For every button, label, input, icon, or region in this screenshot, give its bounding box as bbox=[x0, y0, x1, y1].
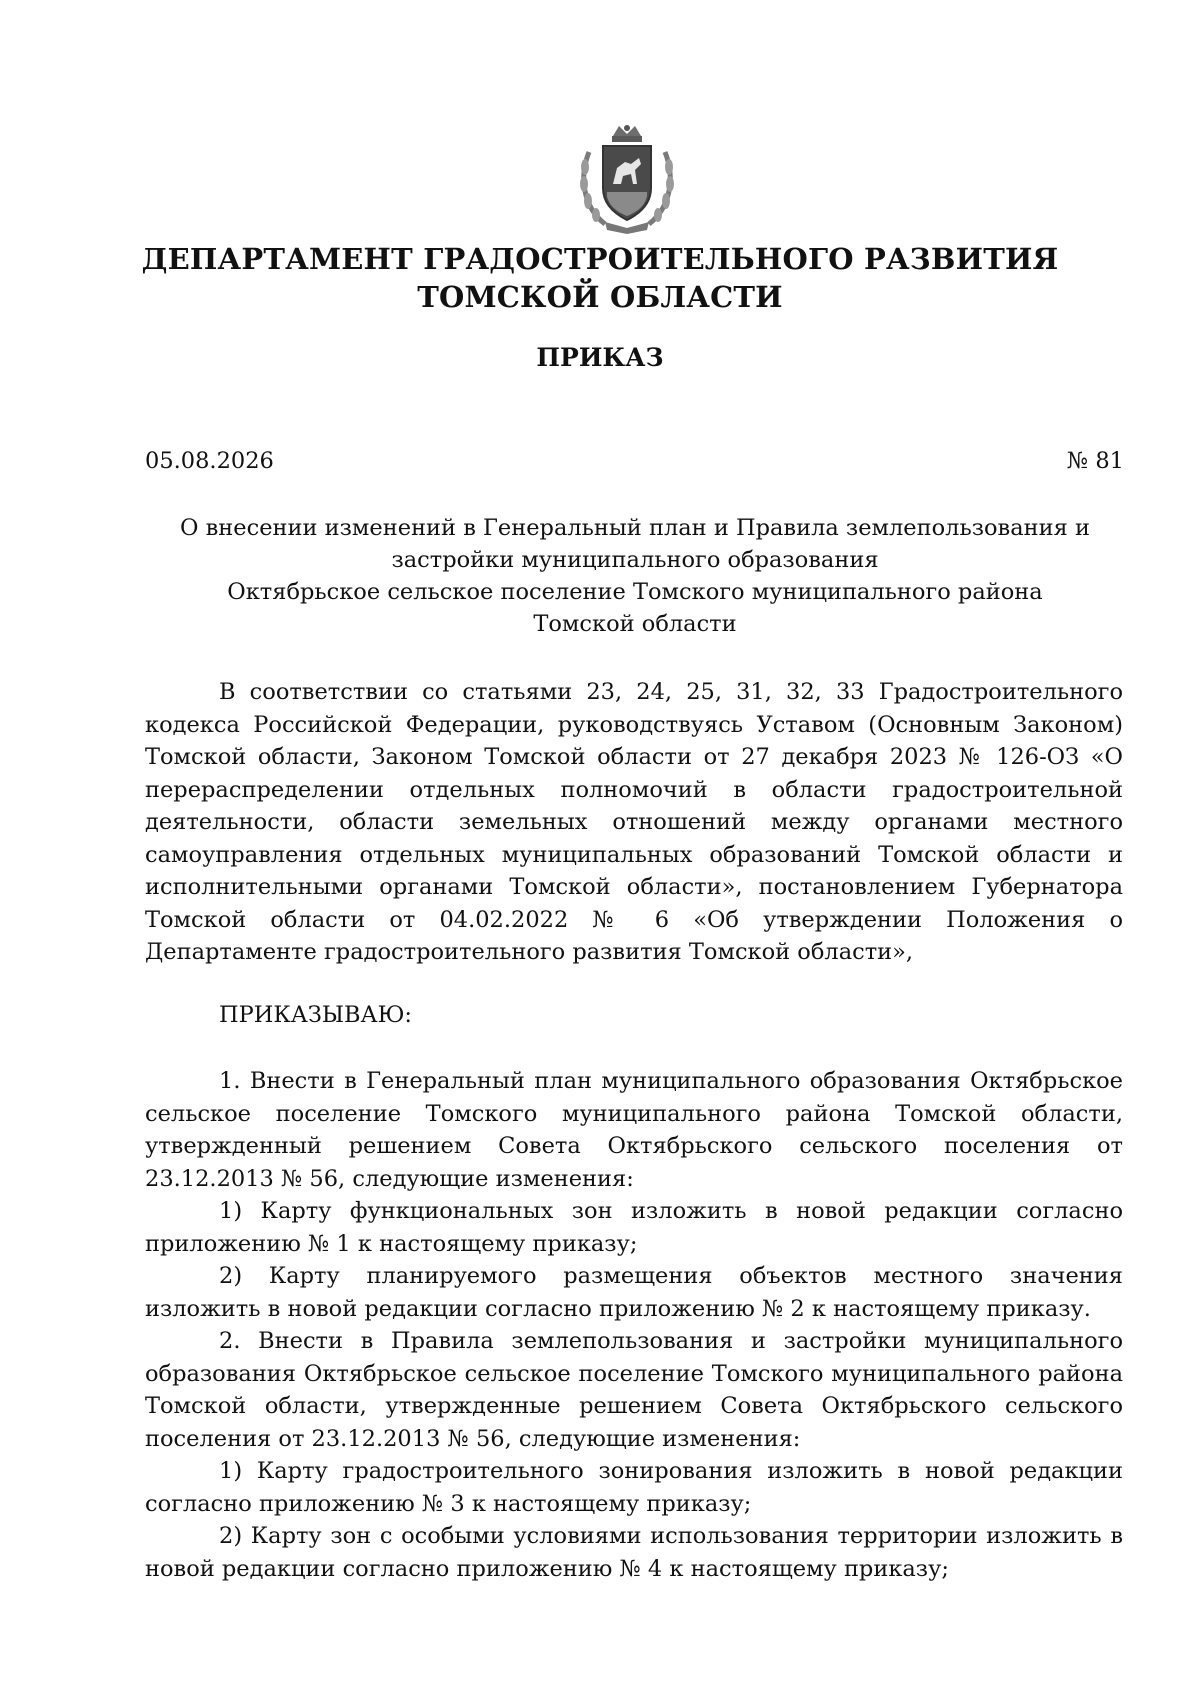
preamble-paragraph: В соответствии со статьями 23, 24, 25, 31, 32, 33 Градостроительного кодекса Российской Федерации, руководствуясь Уставом (Основным Законом) Томской области, Законом Томской области от 27 декабря 2023 № 126-ОЗ «О перераспределении отдельных полномочий в области градостроительной деятельности, области земельных отношений между органами местного самоуправления отдельных муниципальных образований Томской области и исполнительными органами Томской области», постановлением Губернатора Томской области от 04.02.2022 № 6 «Об утверждении Положения о Департаменте градостроительного развития Томской области», bbox=[145, 679, 1123, 965]
department-line-2: ТОМСКОЙ ОБЛАСТИ bbox=[417, 280, 783, 314]
preamble bbox=[145, 676, 1123, 969]
subject-line-1: О внесении изменений в Генеральный план и Правила землепользования и bbox=[180, 515, 1090, 541]
order-subject bbox=[145, 512, 1125, 640]
coat-of-arms-icon bbox=[575, 122, 679, 234]
document-type: ПРИКАЗ bbox=[536, 343, 664, 372]
item-1-2: 2) Карту планируемого размещения объектов местного значения изложить в новой редакции согласно приложению № 2 к настоящему приказу. bbox=[145, 1263, 1123, 1322]
item-2-1: 1) Карту градостроительного зонирования изложить в новой редакции согласно приложению № 3 к настоящему приказу; bbox=[145, 1458, 1123, 1517]
order-date: 05.08.2026 bbox=[145, 448, 274, 474]
item-1: 1. Внести в Генеральный план муниципального образования Октябрьское сельское поселение Томского муниципального района Томской области, утвержденный решением Совета Октябрьского сельского поселения от 23.12.2013 № 56, следующие изменения: bbox=[145, 1068, 1123, 1192]
department-line-1: ДЕПАРТАМЕНТ ГРАДОСТРОИТЕЛЬНОГО РАЗВИТИЯ bbox=[141, 242, 1059, 276]
orders-word: ПРИКАЗЫВАЮ: bbox=[219, 1002, 412, 1028]
order-number: № 81 bbox=[1066, 448, 1124, 474]
item-2-2: 2) Карту зон с особыми условиями использования территории изложить в новой редакции согласно приложению № 4 к настоящему приказу; bbox=[145, 1523, 1123, 1582]
subject-line-4: Томской области bbox=[533, 611, 737, 637]
subject-line-3: Октябрьское сельское поселение Томского муниципального района bbox=[227, 579, 1043, 605]
subject-line-2: застройки муниципального образования bbox=[391, 547, 879, 573]
order-items bbox=[145, 1065, 1123, 1585]
item-1-1: 1) Карту функциональных зон изложить в новой редакции согласно приложению № 1 к настоящему приказу; bbox=[145, 1198, 1123, 1257]
department-name bbox=[0, 240, 1200, 316]
item-2: 2. Внести в Правила землепользования и застройки муниципального образования Октябрьское сельское поселение Томского муниципального района Томской области, утвержденные решением Совета Октябрьского сельского поселения от 23.12.2013 № 56, следующие изменения: bbox=[145, 1328, 1123, 1452]
